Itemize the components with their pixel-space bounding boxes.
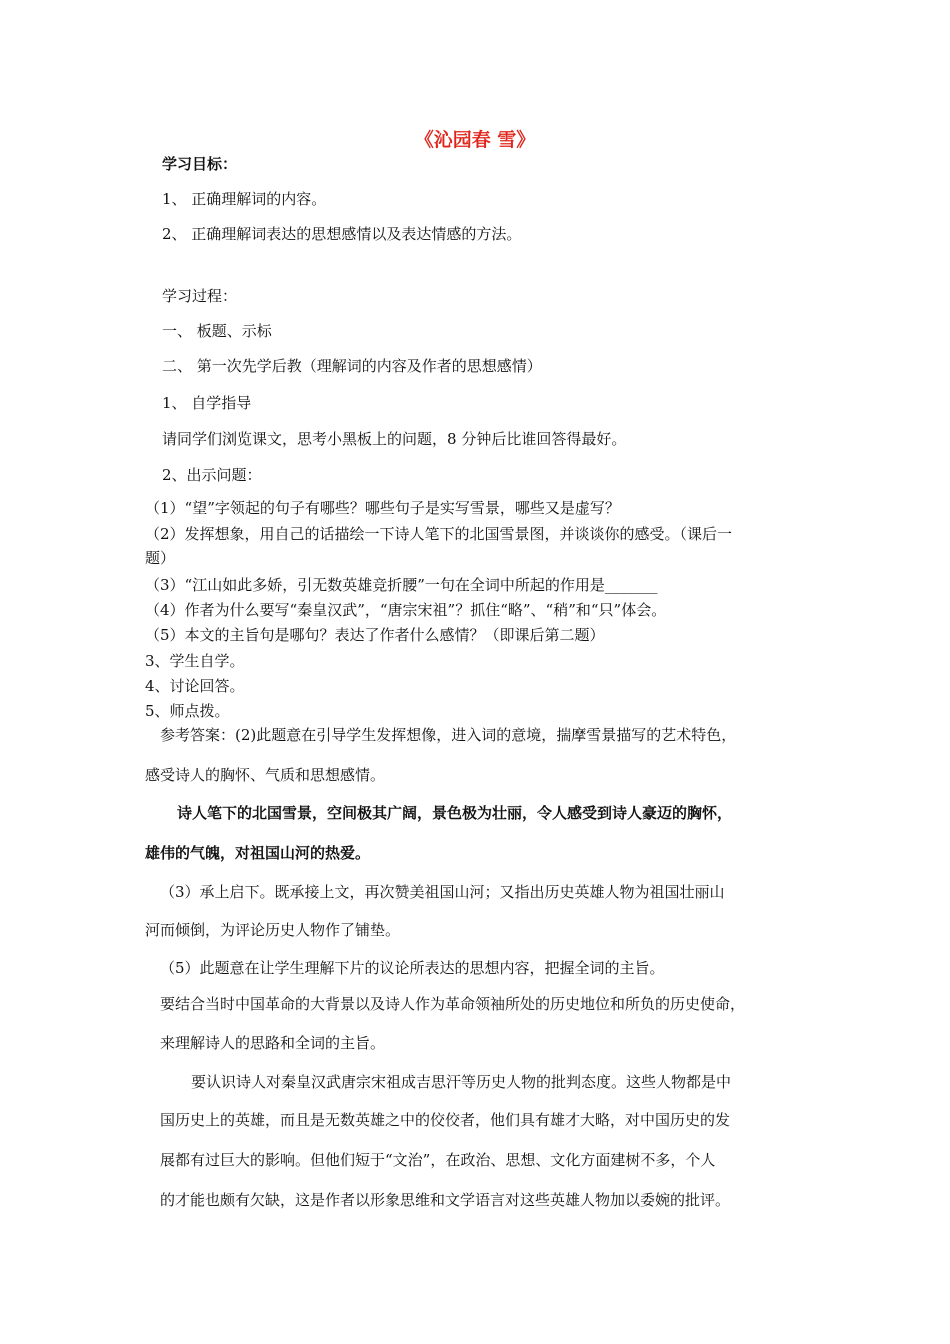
final-paragraph-line-3: 展都有过巨大的影响。但他们短于“文治”，在政治、思想、文化方面建树不多，个人	[160, 1151, 716, 1169]
self-study-heading: 1、 自学指导	[162, 394, 252, 412]
question-2: （2）发挥想象，用自己的话描绘一下诗人笔下的北国雪景图，并谈谈你的感受。（课后一	[145, 525, 733, 543]
answer-bold-line-2: 雄伟的气魄，对祖国山河的热爱。	[145, 844, 371, 862]
answer-5-line-1: （5）此题意在让学生理解下片的议论所表达的思想内容，把握全词的主旨。	[160, 959, 665, 977]
answer-3-line-2: 河而倾倒，为评论历史人物作了铺垫。	[145, 921, 401, 939]
question-4: （4）作者为什么要写“秦皇汉武”，“唐宗宋祖”？抓住“略”、“稍”和“只”体会。	[145, 601, 667, 619]
process-step-1: 一、 板题、示标	[162, 322, 272, 340]
question-3: （3）“江山如此多娇，引无数英雄竞折腰”一句在全词中所起的作用是_______	[145, 576, 658, 594]
process-step-4: 4、讨论回答。	[145, 677, 245, 695]
final-paragraph-line-4: 的才能也颇有欠缺，这是作者以形象思维和文学语言对这些英雄人物加以委婉的批评。	[160, 1191, 731, 1209]
process-heading: 学习过程：	[162, 287, 238, 305]
goals-heading: 学习目标：	[162, 155, 238, 173]
process-step-5: 5、师点拨。	[145, 702, 230, 720]
self-study-text: 请同学们浏览课文，思考小黑板上的问题，8 分钟后比谁回答得最好。	[162, 430, 627, 448]
final-paragraph-line-2: 国历史上的英雄，而且是无数英雄之中的佼佼者，他们具有雄才大略，对中国历史的发	[160, 1111, 731, 1129]
question-1: （1）“望”字领起的句子有哪些？哪些句子是实写雪景，哪些又是虚写？	[145, 499, 620, 517]
goal-item-1: 1、 正确理解词的内容。	[162, 190, 327, 208]
process-step-2: 二、 第一次先学后教（理解词的内容及作者的思想感情）	[162, 357, 542, 375]
goal-item-2: 2、 正确理解词表达的思想感情以及表达情感的方法。	[162, 225, 522, 243]
process-step-3: 3、学生自学。	[145, 652, 245, 670]
answer-line-2: 感受诗人的胸怀、气质和思想感情。	[145, 766, 386, 784]
questions-heading: 2、出示问题：	[162, 466, 262, 484]
answer-5-line-3: 来理解诗人的思路和全词的主旨。	[160, 1034, 386, 1052]
final-paragraph-line-1: 要认识诗人对秦皇汉武唐宗宋祖成吉思汗等历史人物的批判态度。这些人物都是中	[191, 1073, 732, 1091]
question-5: （5）本文的主旨句是哪句？表达了作者什么感情？（即课后第二题）	[145, 626, 605, 644]
document-title: 《沁园春 雪》	[414, 129, 536, 151]
answer-line-1: 参考答案：(2)此题意在引导学生发挥想像，进入词的意境，揣摩雪景描写的艺术特色，	[160, 726, 737, 744]
answer-bold-line-1: 诗人笔下的北国雪景，空间极其广阔，景色极为壮丽，令人感受到诗人豪迈的胸怀，	[177, 804, 733, 822]
answer-3-line-1: （3）承上启下。既承接上文，再次赞美祖国山河；又指出历史英雄人物为祖国壮丽山	[160, 883, 725, 901]
answer-5-line-2: 要结合当时中国革命的大背景以及诗人作为革命领袖所处的历史地位和所负的历史使命，	[160, 995, 746, 1013]
question-2-continued: 题）	[145, 549, 176, 567]
